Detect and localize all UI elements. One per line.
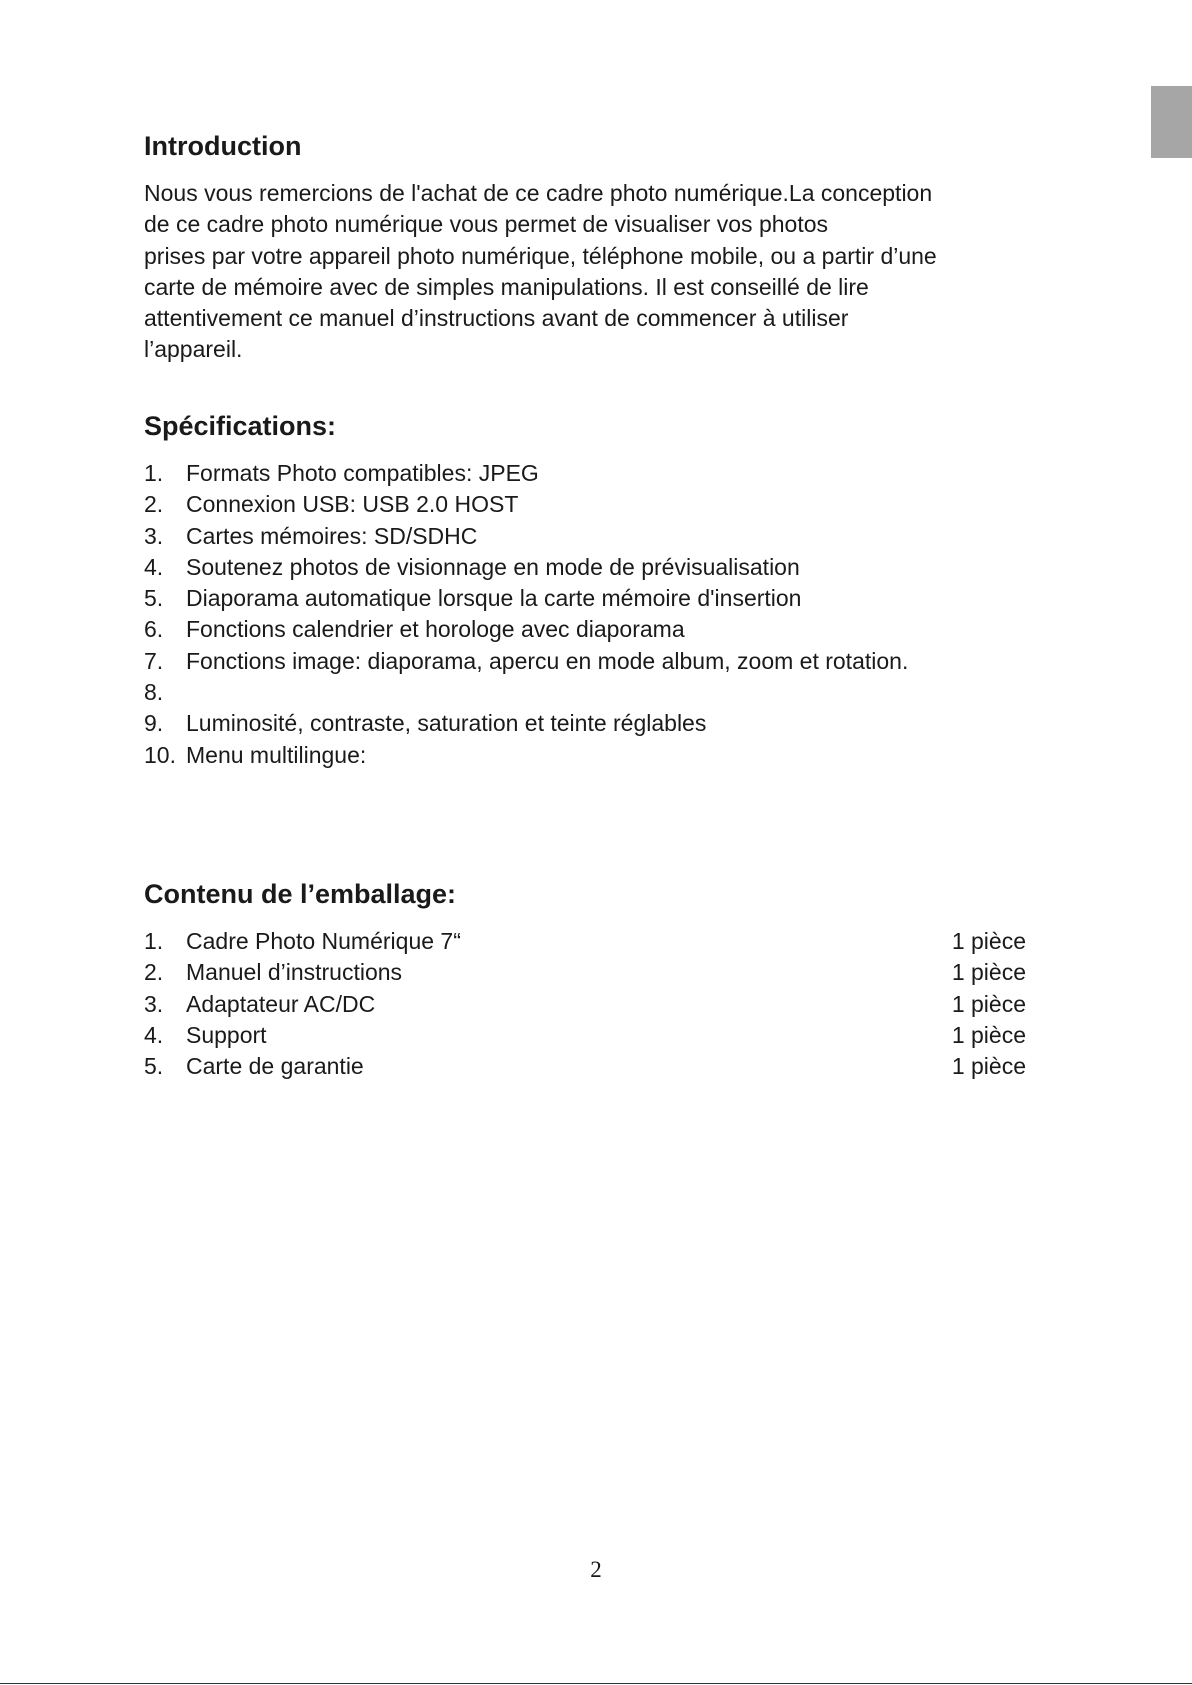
item-quantity: 1 pièce xyxy=(951,1021,1026,1048)
list-item xyxy=(144,614,908,645)
item-text: Fonctions calendrier et horologe avec diaporama xyxy=(186,616,685,643)
item-text: Soutenez photos de visionnage en mode de prévisualisation xyxy=(186,553,800,580)
item-number: 1. xyxy=(144,460,164,486)
package-list xyxy=(144,926,1026,1082)
item-number: 9. xyxy=(144,710,164,737)
introduction-line: Nous vous remercions de l'achat de ce cadre photo numérique.La conception xyxy=(144,180,933,206)
item-number: 3. xyxy=(144,990,164,1017)
item-text: Carte de garantie xyxy=(186,1053,364,1080)
introduction-line: carte de mémoire avec de simples manipulations. Il est conseillé de lire xyxy=(144,273,869,300)
list-item xyxy=(144,926,1026,957)
list-item xyxy=(144,989,1026,1020)
item-text: Menu multilingue: xyxy=(186,741,367,768)
bottom-rule xyxy=(0,1683,1192,1684)
item-number: 3. xyxy=(144,522,164,549)
list-item xyxy=(144,677,908,708)
item-number: 4. xyxy=(144,553,164,580)
item-text: Support xyxy=(186,1021,267,1048)
list-item xyxy=(144,521,908,552)
item-text: Adaptateur AC/DC xyxy=(186,990,376,1017)
specifications-heading: Spécifications: xyxy=(144,411,337,441)
item-quantity: 1 pièce xyxy=(951,990,1026,1017)
item-number: 10. xyxy=(144,741,176,768)
item-number: 5. xyxy=(144,585,164,612)
introduction-line: l’appareil. xyxy=(144,336,243,363)
item-number: 1. xyxy=(144,928,164,954)
item-number: 6. xyxy=(144,616,164,643)
page-number: 2 xyxy=(590,1557,602,1582)
item-text: Cadre Photo Numérique 7“ xyxy=(186,928,461,954)
introduction-heading: Introduction xyxy=(144,131,302,161)
list-item xyxy=(144,740,908,771)
item-quantity: 1 pièce xyxy=(951,928,1026,954)
item-number: 2. xyxy=(144,959,164,986)
item-number: 5. xyxy=(144,1053,164,1080)
item-quantity: 1 pièce xyxy=(951,959,1026,986)
language-tab-marker xyxy=(1151,86,1192,158)
package-heading: Contenu de l’emballage: xyxy=(144,879,457,909)
item-text: Luminosité, contraste, saturation et teinte réglables xyxy=(186,710,707,737)
list-item xyxy=(144,1051,1026,1082)
item-text: Manuel d’instructions xyxy=(186,959,403,986)
item-text: Fonctions image: diaporama, apercu en mode album, zoom et rotation. xyxy=(186,647,909,674)
list-item xyxy=(144,646,908,677)
introduction-line: attentivement ce manuel d’instructions avant de commencer à utiliser xyxy=(144,305,849,332)
list-item xyxy=(144,957,1026,988)
specifications-list xyxy=(144,458,908,771)
list-item xyxy=(144,489,908,520)
list-item xyxy=(144,458,908,489)
item-text: Cartes mémoires: SD/SDHC xyxy=(186,522,478,549)
item-number: 2. xyxy=(144,491,164,518)
item-quantity: 1 pièce xyxy=(951,1053,1026,1080)
list-item xyxy=(144,1020,1026,1051)
item-number: 7. xyxy=(144,647,164,674)
list-item xyxy=(144,552,908,583)
introduction-line: de ce cadre photo numérique vous permet de visualiser vos photos xyxy=(144,211,829,238)
introduction-line: prises par votre appareil photo numérique, téléphone mobile, ou a partir d’une xyxy=(144,242,937,269)
item-text: Formats Photo compatibles: JPEG xyxy=(186,460,539,486)
item-text: Connexion USB: USB 2.0 HOST xyxy=(186,491,519,518)
introduction-paragraph xyxy=(144,178,1004,366)
list-item xyxy=(144,583,908,614)
item-number: 8. xyxy=(144,679,164,706)
item-number: 4. xyxy=(144,1021,164,1048)
list-item xyxy=(144,708,908,739)
item-text: Diaporama automatique lorsque la carte mémoire d'insertion xyxy=(186,585,802,612)
